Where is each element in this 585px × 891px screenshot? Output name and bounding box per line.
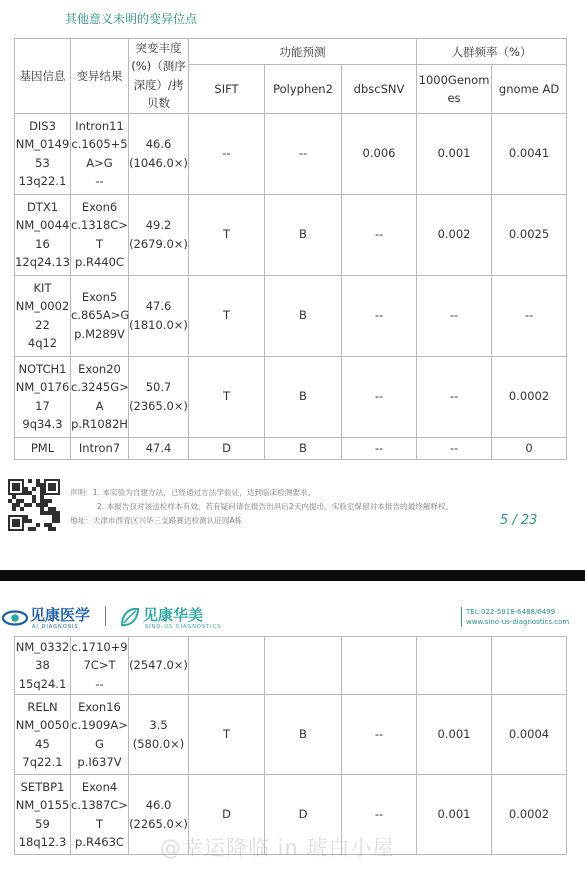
page-footer — [0, 476, 585, 536]
cell-variant: Exon20 c.3245G> A p.R1082H — [71, 356, 129, 437]
table-row — [15, 194, 567, 275]
header-gnomad: gnome AD — [492, 65, 567, 113]
qr-code — [8, 479, 60, 531]
footer-address: 地址：天津市西青区兴华三支路赛达检测认证园A栋 — [70, 516, 243, 526]
cell-dbscsnv: -- — [342, 775, 417, 855]
cell-sift: D — [189, 775, 265, 855]
cell-abundance: 46.6 (1046.0×) — [129, 113, 189, 194]
statement-line-1: 声明：1. 本实验为自建方法，已经通过方法学验证，达到临床检测要求。 — [70, 488, 316, 497]
eye-logo-icon — [2, 603, 28, 633]
contact-web: www.sino-us-diagnostics.com — [466, 618, 570, 627]
contact-bar — [461, 607, 462, 627]
cell-g1000: -- — [417, 437, 492, 459]
leaf-logo-icon — [118, 603, 142, 633]
cell-gene: NOTCH1 NM_0176 17 9q34.3 — [15, 356, 71, 437]
cell-polyphen2 — [265, 637, 342, 695]
page-header — [0, 600, 585, 636]
cell-dbscsnv: -- — [342, 275, 417, 356]
cell-polyphen2: -- — [265, 113, 342, 194]
cell-g1000 — [417, 637, 492, 695]
cell-gnomad: 0.0025 — [492, 194, 567, 275]
table-row — [15, 437, 567, 459]
cell-abundance: 49.2 (2679.0×) — [129, 194, 189, 275]
cell-gnomad: -- — [492, 275, 567, 356]
cell-abundance: 47.6 (1810.0×) — [129, 275, 189, 356]
cell-gnomad — [492, 637, 567, 695]
cell-variant: Exon5 c.865A>G p.M289V — [71, 275, 129, 356]
cell-gene: KIT NM_0002 22 4q12 — [15, 275, 71, 356]
cell-sift: T — [189, 356, 265, 437]
contact-tel: TEL:022-5918-6488/6499 — [466, 608, 556, 616]
cell-gene: RELN NM_0050 45 7q22.1 — [15, 695, 71, 775]
contact-info — [466, 607, 569, 627]
cell-dbscsnv: -- — [342, 194, 417, 275]
cell-sift: D — [189, 437, 265, 459]
cell-dbscsnv — [342, 637, 417, 695]
header-1000genomes: 1000Genom es — [417, 65, 492, 113]
header-dbscsnv: dbscSNV — [342, 65, 417, 113]
cell-abundance: 3.5 (580.0×) — [129, 695, 189, 775]
cell-gnomad: 0.0002 — [492, 356, 567, 437]
cell-abundance: 46.0 (2265.0×) — [129, 775, 189, 855]
cell-gnomad: 0.0004 — [492, 695, 567, 775]
section-title: 其他意义未明的变异位点 — [65, 12, 198, 26]
cell-gene: DTX1 NM_0044 16 12q24.13 — [15, 194, 71, 275]
header-variant: 变异结果 — [71, 39, 129, 114]
cell-variant: c.1710+9 7C>T -- — [71, 637, 129, 695]
cell-variant: Exon4 c.1387C> T p.R463C — [71, 775, 129, 855]
table-row — [15, 275, 567, 356]
cell-gnomad: 0.0041 — [492, 113, 567, 194]
cell-variant: Intron11 c.1605+5 A>G -- — [71, 113, 129, 194]
cell-g1000: -- — [417, 275, 492, 356]
cell-polyphen2: B — [265, 356, 342, 437]
cell-dbscsnv: -- — [342, 437, 417, 459]
cell-variant: Exon16 c.1909A> G p.I637V — [71, 695, 129, 775]
logo-sino-us-en: SINO-US DIAGNOSTICS — [145, 624, 222, 630]
cell-sift: T — [189, 275, 265, 356]
cell-g1000: 0.001 — [417, 695, 492, 775]
cell-gnomad: 0.0002 — [492, 775, 567, 855]
cell-abundance: (2547.0×) — [129, 637, 189, 695]
cell-sift: T — [189, 695, 265, 775]
footer-statement — [70, 486, 453, 528]
header-population-frequency: 人群频率（%） — [417, 39, 567, 65]
cell-dbscsnv: 0.006 — [342, 113, 417, 194]
table-row — [15, 356, 567, 437]
statement-line-2: 2. 本报告仅对该送检样本有效，若有疑问请在报告出具后2天内提出。实验室保留对本报告的最终解释权。 — [97, 502, 454, 512]
cell-polyphen2: B — [265, 275, 342, 356]
logo-sino-us-name: 见康华美 — [143, 606, 204, 624]
logo-ai-diagnosis-en: AI DIAGNOSIS — [32, 624, 79, 630]
cell-dbscsnv: -- — [342, 695, 417, 775]
cell-g1000: 0.001 — [417, 113, 492, 194]
cell-gnomad: 0 — [492, 437, 567, 459]
cell-g1000: -- — [417, 356, 492, 437]
watermark: @幸运降临 in 琥白小屋 — [160, 836, 395, 860]
cell-gene: SETBP1 NM_0155 59 18q12.3 — [15, 775, 71, 855]
variant-table-continued — [14, 636, 567, 855]
cell-gene: NM_0332 38 15q24.1 — [15, 637, 71, 695]
cell-variant: Intron7 — [71, 437, 129, 459]
cell-polyphen2: B — [265, 437, 342, 459]
cell-g1000: 0.001 — [417, 775, 492, 855]
table-row — [15, 637, 567, 695]
cell-polyphen2: D — [265, 775, 342, 855]
header-gene: 基因信息 — [15, 39, 71, 114]
logo-separator — [105, 606, 106, 626]
table-row — [15, 113, 567, 194]
cell-sift: T — [189, 194, 265, 275]
cell-abundance: 47.4 — [129, 437, 189, 459]
table-row — [15, 695, 567, 775]
cell-sift — [189, 637, 265, 695]
header-function-prediction: 功能预测 — [189, 39, 417, 65]
variant-table — [14, 38, 567, 460]
cell-g1000: 0.002 — [417, 194, 492, 275]
cell-sift: -- — [189, 113, 265, 194]
cell-gene: PML — [15, 437, 71, 459]
cell-polyphen2: B — [265, 194, 342, 275]
header-abundance: 突变丰度 (%)（测序 深度）/拷 贝数 — [129, 39, 189, 114]
cell-abundance: 50.7 (2365.0×) — [129, 356, 189, 437]
page-number: 5 / 23 — [500, 513, 538, 528]
cell-dbscsnv: -- — [342, 356, 417, 437]
cell-gene: DIS3 NM_0149 53 13q22.1 — [15, 113, 71, 194]
logo-ai-diagnosis-name: 见康医学 — [30, 606, 91, 624]
header-polyphen2: Polyphen2 — [265, 65, 342, 113]
cell-polyphen2: B — [265, 695, 342, 775]
cell-variant: Exon6 c.1318C> T p.R440C — [71, 194, 129, 275]
header-sift: SIFT — [189, 65, 265, 113]
page-divider — [0, 570, 585, 581]
